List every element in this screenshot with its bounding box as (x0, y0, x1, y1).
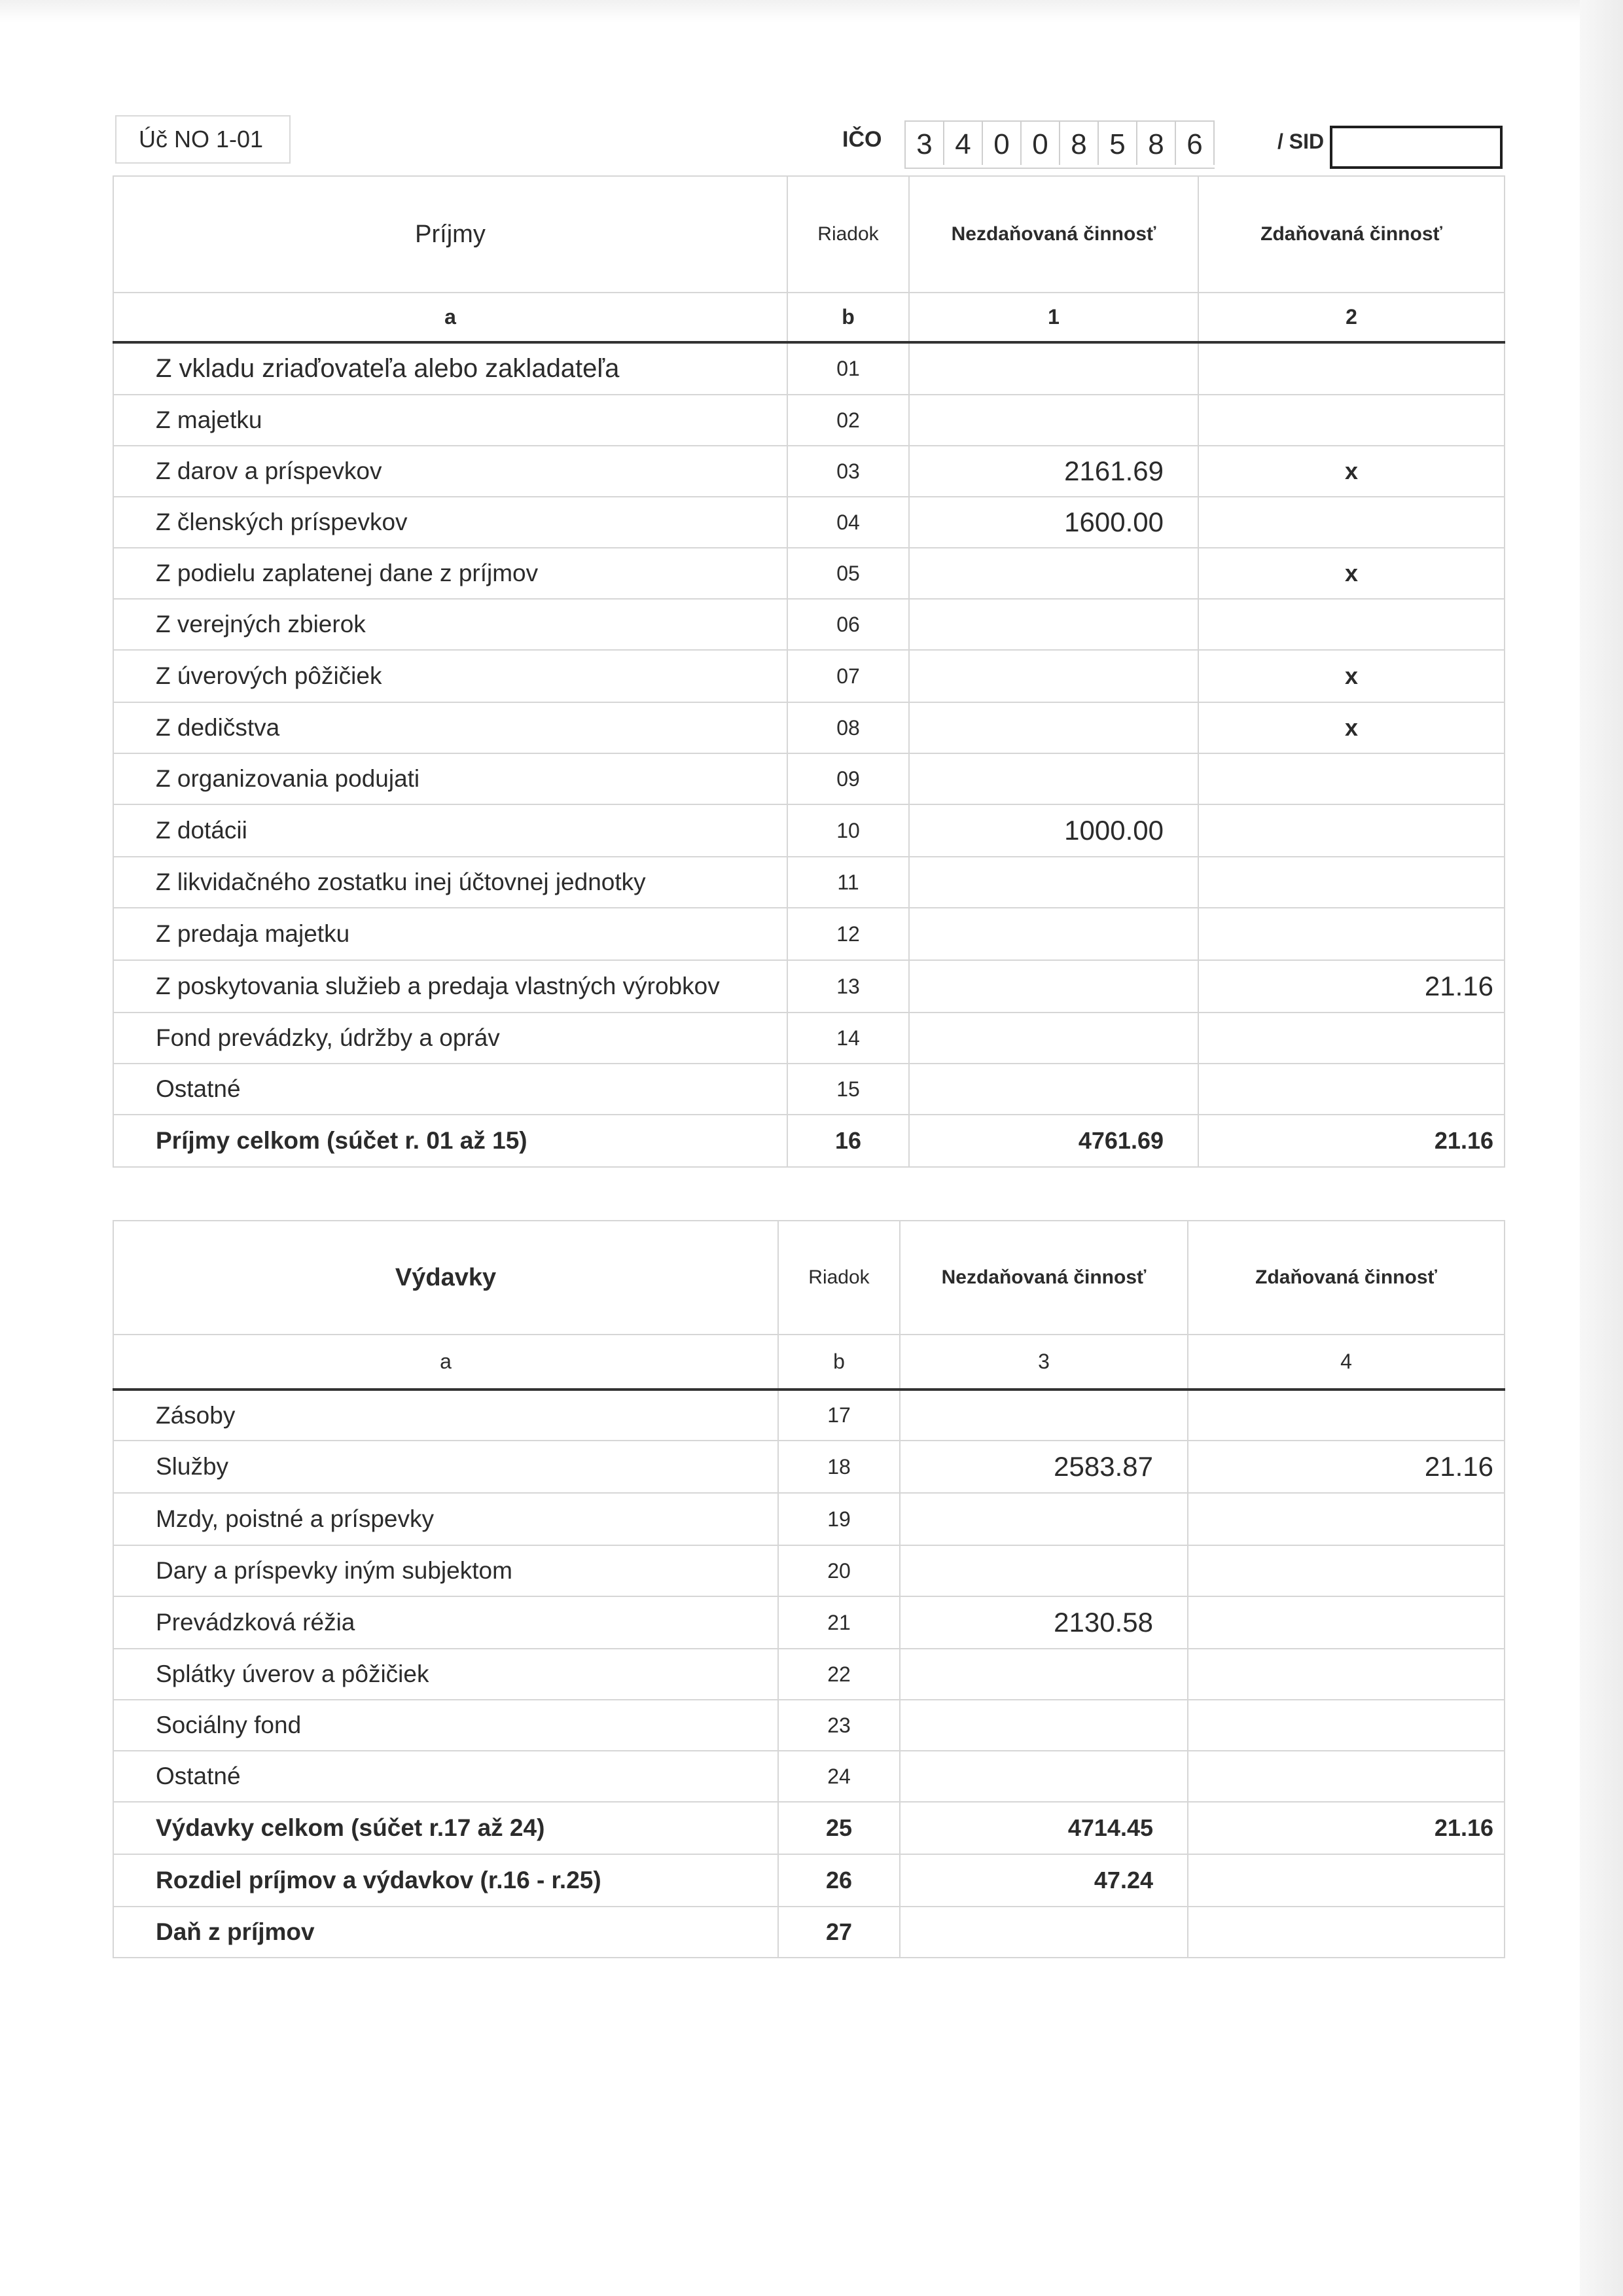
row-tax (1188, 1493, 1505, 1545)
row-tax: x (1198, 702, 1505, 753)
row-tax (1198, 1013, 1505, 1064)
row-label: Služby (113, 1441, 778, 1493)
row-nontax (909, 395, 1198, 446)
ico-field (904, 120, 1215, 169)
income-row (113, 497, 1505, 548)
row-nontax (909, 702, 1198, 753)
row-nontax (909, 342, 1198, 395)
row-label: Dary a príspevky iným subjektom (113, 1545, 778, 1596)
income-row (113, 702, 1505, 753)
row-line: 09 (787, 753, 909, 804)
row-nontax (909, 1064, 1198, 1115)
row-line: 21 (778, 1596, 900, 1649)
row-label: Z poskytovania služieb a predaja vlastných výrobkov (113, 960, 787, 1013)
row-tax (1198, 497, 1505, 548)
expenses-title: Výdavky (113, 1221, 778, 1335)
sid-label: / SID (1277, 130, 1325, 153)
row-label: Z organizovania podujati (113, 753, 787, 804)
sid-field (1330, 126, 1503, 169)
ico-digit: 4 (944, 122, 983, 165)
row-tax (1188, 1545, 1505, 1596)
income-riadok-header: Riadok (787, 176, 909, 293)
total-line: 25 (778, 1802, 900, 1854)
expense-row (113, 1649, 1505, 1700)
row-label: Zásoby (113, 1390, 778, 1441)
row-tax: x (1198, 446, 1505, 497)
expenses-sub-3: 3 (900, 1335, 1188, 1390)
row-label: Fond prevádzky, údržby a opráv (113, 1013, 787, 1064)
income-title: Príjmy (113, 176, 787, 293)
expenses-col4-header: Zdaňovaná činnosť (1188, 1221, 1505, 1335)
expenses-sub-4: 4 (1188, 1335, 1505, 1390)
expense-row (113, 1390, 1505, 1441)
row-label: Z darov a príspevkov (113, 446, 787, 497)
row-nontax (909, 960, 1198, 1013)
row-nontax (900, 1545, 1188, 1596)
row-label: Z členských príspevkov (113, 497, 787, 548)
ico-digit: 6 (1176, 122, 1215, 165)
difference-row (113, 1854, 1505, 1907)
row-tax (1198, 908, 1505, 960)
expenses-sub-a: a (113, 1335, 778, 1390)
ico-digit: 8 (1060, 122, 1099, 165)
income-col2-header: Zdaňovaná činnosť (1198, 176, 1505, 293)
row-line: 18 (778, 1441, 900, 1493)
row-tax: x (1198, 548, 1505, 599)
row-nontax: 1600.00 (909, 497, 1198, 548)
total-label: Daň z príjmov (113, 1907, 778, 1958)
income-row (113, 650, 1505, 702)
row-nontax (909, 548, 1198, 599)
row-tax (1198, 753, 1505, 804)
income-sub-2: 2 (1198, 293, 1505, 342)
row-nontax: 2583.87 (900, 1441, 1188, 1493)
row-line: 07 (787, 650, 909, 702)
row-line: 06 (787, 599, 909, 650)
row-nontax (900, 1649, 1188, 1700)
row-line: 11 (787, 857, 909, 908)
row-tax (1198, 1064, 1505, 1115)
income-row (113, 753, 1505, 804)
tax-row (113, 1907, 1505, 1958)
expense-row (113, 1596, 1505, 1649)
row-label: Splátky úverov a pôžičiek (113, 1649, 778, 1700)
row-label: Ostatné (113, 1751, 778, 1802)
total-line: 26 (778, 1854, 900, 1907)
row-label: Z verejných zbierok (113, 599, 787, 650)
expenses-sub-b: b (778, 1335, 900, 1390)
row-line: 19 (778, 1493, 900, 1545)
expenses-col3-header: Nezdaňovaná činnosť (900, 1221, 1188, 1335)
income-sub-a: a (113, 293, 787, 342)
row-tax: 21.16 (1188, 1441, 1505, 1493)
row-label: Mzdy, poistné a príspevky (113, 1493, 778, 1545)
total-label: Príjmy celkom (súčet r. 01 až 15) (113, 1115, 787, 1167)
total-tax: 21.16 (1188, 1802, 1505, 1854)
expense-row (113, 1545, 1505, 1596)
row-line: 17 (778, 1390, 900, 1441)
total-line: 16 (787, 1115, 909, 1167)
row-line: 03 (787, 446, 909, 497)
row-label: Z likvidačného zostatku inej účtovnej jednotky (113, 857, 787, 908)
expense-row (113, 1493, 1505, 1545)
row-nontax: 2130.58 (900, 1596, 1188, 1649)
total-label: Rozdiel príjmov a výdavkov (r.16 - r.25) (113, 1854, 778, 1907)
income-table (113, 175, 1504, 1168)
ico-digit: 8 (1137, 122, 1176, 165)
income-row (113, 1064, 1505, 1115)
income-row (113, 1013, 1505, 1064)
ico-digit: 0 (1022, 122, 1060, 165)
row-line: 13 (787, 960, 909, 1013)
income-row (113, 342, 1505, 395)
row-nontax: 2161.69 (909, 446, 1198, 497)
row-nontax (909, 650, 1198, 702)
row-line: 22 (778, 1649, 900, 1700)
ico-digit: 0 (983, 122, 1022, 165)
expense-row (113, 1441, 1505, 1493)
row-line: 01 (787, 342, 909, 395)
income-row (113, 908, 1505, 960)
row-tax: 21.16 (1198, 960, 1505, 1013)
row-tax (1188, 1390, 1505, 1441)
income-total-row (113, 1115, 1505, 1167)
row-line: 15 (787, 1064, 909, 1115)
form-code: Úč NO 1-01 (115, 115, 291, 164)
row-nontax: 1000.00 (909, 804, 1198, 857)
expenses-riadok-header: Riadok (778, 1221, 900, 1335)
row-tax (1198, 857, 1505, 908)
row-tax (1198, 804, 1505, 857)
total-nontax: 4761.69 (909, 1115, 1198, 1167)
expenses-table (113, 1220, 1504, 1958)
expense-row (113, 1751, 1505, 1802)
total-nontax (900, 1907, 1188, 1958)
row-line: 24 (778, 1751, 900, 1802)
row-label: Prevádzková réžia (113, 1596, 778, 1649)
total-nontax: 4714.45 (900, 1802, 1188, 1854)
row-label: Z dotácii (113, 804, 787, 857)
row-tax (1188, 1700, 1505, 1751)
row-line: 23 (778, 1700, 900, 1751)
income-row (113, 857, 1505, 908)
row-label: Z dedičstva (113, 702, 787, 753)
row-tax (1198, 599, 1505, 650)
row-label: Z predaja majetku (113, 908, 787, 960)
total-tax: 21.16 (1198, 1115, 1505, 1167)
row-line: 10 (787, 804, 909, 857)
income-row (113, 804, 1505, 857)
row-nontax (909, 908, 1198, 960)
row-line: 12 (787, 908, 909, 960)
row-nontax (909, 753, 1198, 804)
row-label: Sociálny fond (113, 1700, 778, 1751)
row-nontax (900, 1700, 1188, 1751)
income-row (113, 548, 1505, 599)
income-sub-b: b (787, 293, 909, 342)
income-sub-1: 1 (909, 293, 1198, 342)
row-tax (1198, 395, 1505, 446)
income-row (113, 960, 1505, 1013)
expense-total-row (113, 1802, 1505, 1854)
row-line: 04 (787, 497, 909, 548)
row-label: Z podielu zaplatenej dane z príjmov (113, 548, 787, 599)
total-line: 27 (778, 1907, 900, 1958)
row-nontax (909, 857, 1198, 908)
income-col1-header: Nezdaňovaná činnosť (909, 176, 1198, 293)
row-tax (1188, 1596, 1505, 1649)
row-tax: x (1198, 650, 1505, 702)
income-row (113, 599, 1505, 650)
total-nontax: 47.24 (900, 1854, 1188, 1907)
row-label: Ostatné (113, 1064, 787, 1115)
ico-label: IČO (842, 127, 882, 152)
row-nontax (900, 1390, 1188, 1441)
row-line: 14 (787, 1013, 909, 1064)
row-nontax (900, 1751, 1188, 1802)
row-line: 05 (787, 548, 909, 599)
row-tax (1198, 342, 1505, 395)
row-label: Z vkladu zriaďovateľa alebo zakladateľa (113, 342, 787, 395)
row-nontax (909, 1013, 1198, 1064)
row-nontax (900, 1493, 1188, 1545)
expense-row (113, 1700, 1505, 1751)
row-nontax (909, 599, 1198, 650)
total-tax (1188, 1854, 1505, 1907)
row-tax (1188, 1751, 1505, 1802)
scan-right-edge (1580, 0, 1623, 2296)
row-line: 02 (787, 395, 909, 446)
ico-digit: 5 (1099, 122, 1137, 165)
row-line: 08 (787, 702, 909, 753)
row-line: 20 (778, 1545, 900, 1596)
row-tax (1188, 1649, 1505, 1700)
income-row (113, 395, 1505, 446)
total-tax (1188, 1907, 1505, 1958)
row-label: Z úverových pôžičiek (113, 650, 787, 702)
scan-top-edge (0, 0, 1580, 22)
ico-digit: 3 (906, 122, 944, 165)
row-label: Z majetku (113, 395, 787, 446)
total-label: Výdavky celkom (súčet r.17 až 24) (113, 1802, 778, 1854)
income-row (113, 446, 1505, 497)
